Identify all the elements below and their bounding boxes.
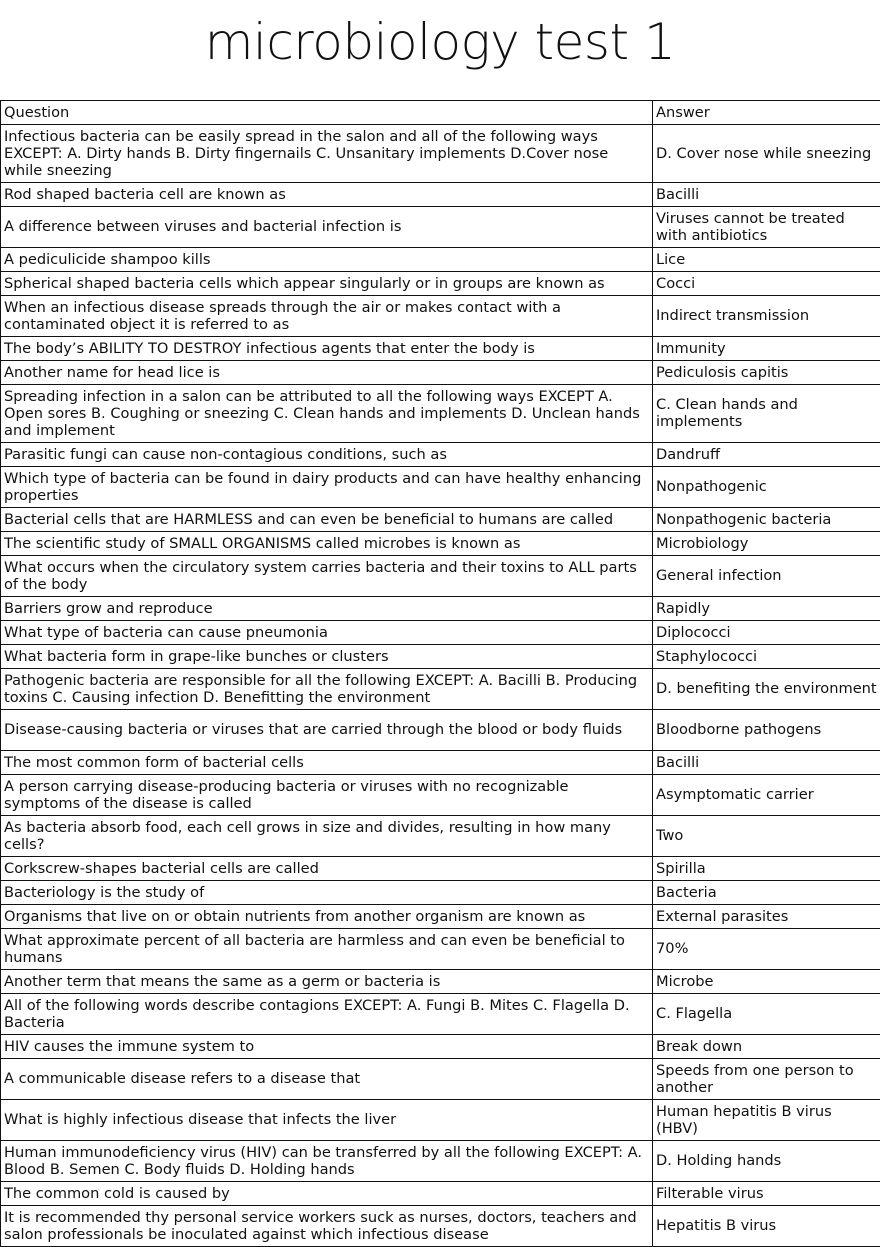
question-cell: Organisms that live on or obtain nutrients from another organism are known as	[1, 905, 653, 929]
answer-cell: Human hepatitis B virus (HBV)	[653, 1100, 880, 1141]
table-row	[1, 296, 880, 337]
answer-cell: Cocci	[653, 272, 880, 296]
question-cell: Disease-causing bacteria or viruses that are carried through the blood or body fluids	[1, 710, 653, 751]
question-cell: What occurs when the circulatory system carries bacteria and their toxins to ALL parts of the body	[1, 556, 653, 597]
table-row	[1, 970, 880, 994]
question-cell: Human immunodeficiency virus (HIV) can be transferred by all the following EXCEPT: A. Blood B. Semen C. Body fluids D. Holding hands	[1, 1141, 653, 1182]
table-row	[1, 1182, 880, 1206]
table-row	[1, 508, 880, 532]
question-cell: Rod shaped bacteria cell are known as	[1, 183, 653, 207]
question-cell: Pathogenic bacteria are responsible for all the following EXCEPT: A. Bacilli B. Producing toxins C. Causing infection D. Benefitting the environment	[1, 669, 653, 710]
question-cell: Barriers grow and reproduce	[1, 597, 653, 621]
table-row	[1, 751, 880, 775]
answer-cell: Hepatitis B virus	[653, 1206, 880, 1247]
table-row	[1, 361, 880, 385]
question-cell: All of the following words describe contagions EXCEPT: A. Fungi B. Mites C. Flagella D. Bacteria	[1, 994, 653, 1035]
header-question: Question	[1, 101, 653, 125]
question-cell: It is recommended thy personal service workers suck as nurses, doctors, teachers and salon professionals be inoculated against which infectious disease	[1, 1206, 653, 1247]
table-row	[1, 1059, 880, 1100]
question-cell: What type of bacteria can cause pneumonia	[1, 621, 653, 645]
question-cell: The common cold is caused by	[1, 1182, 653, 1206]
answer-cell: Staphylococci	[653, 645, 880, 669]
answer-cell: Bacilli	[653, 183, 880, 207]
table-row	[1, 272, 880, 296]
table-row	[1, 337, 880, 361]
qa-table	[0, 100, 880, 1247]
question-cell: Another term that means the same as a germ or bacteria is	[1, 970, 653, 994]
question-cell: Infectious bacteria can be easily spread in the salon and all of the following ways EXCEPT: A. Dirty hands B. Dirty fingernails C. Unsanitary implements D.Cover nose while sneezing	[1, 125, 653, 183]
answer-cell: Rapidly	[653, 597, 880, 621]
table-row	[1, 929, 880, 970]
answer-cell: D. benefiting the environment	[653, 669, 880, 710]
table-row	[1, 1141, 880, 1182]
answer-cell: Asymptomatic carrier	[653, 775, 880, 816]
answer-cell: Bacilli	[653, 751, 880, 775]
question-cell: What bacteria form in grape-like bunches or clusters	[1, 645, 653, 669]
question-cell: A pediculicide shampoo kills	[1, 248, 653, 272]
answer-cell: D. Holding hands	[653, 1141, 880, 1182]
table-row	[1, 621, 880, 645]
answer-cell: Diplococci	[653, 621, 880, 645]
table-row	[1, 669, 880, 710]
question-cell: A person carrying disease-producing bacteria or viruses with no recognizable symptoms of the disease is called	[1, 775, 653, 816]
question-cell: The most common form of bacterial cells	[1, 751, 653, 775]
table-row	[1, 905, 880, 929]
question-cell: HIV causes the immune system to	[1, 1035, 653, 1059]
answer-cell: Two	[653, 816, 880, 857]
answer-cell: Indirect transmission	[653, 296, 880, 337]
answer-cell: General infection	[653, 556, 880, 597]
header-answer: Answer	[653, 101, 880, 125]
answer-cell: Speeds from one person to another	[653, 1059, 880, 1100]
table-row	[1, 1035, 880, 1059]
table-row	[1, 443, 880, 467]
question-cell: The scientific study of SMALL ORGANISMS called microbes is known as	[1, 532, 653, 556]
answer-cell: Nonpathogenic bacteria	[653, 508, 880, 532]
answer-cell: Dandruff	[653, 443, 880, 467]
question-cell: The body’s ABILITY TO DESTROY infectious agents that enter the body is	[1, 337, 653, 361]
question-cell: Bacterial cells that are HARMLESS and can even be beneficial to humans are called	[1, 508, 653, 532]
question-cell: When an infectious disease spreads through the air or makes contact with a contaminated object it is referred to as	[1, 296, 653, 337]
question-cell: Corkscrew-shapes bacterial cells are called	[1, 857, 653, 881]
answer-cell: C. Flagella	[653, 994, 880, 1035]
question-cell: Spreading infection in a salon can be attributed to all the following ways EXCEPT A. Open sores B. Coughing or sneezing C. Clean hands and implements D. Unclean hands and implement	[1, 385, 653, 443]
answer-cell: External parasites	[653, 905, 880, 929]
answer-cell: Microbiology	[653, 532, 880, 556]
table-row	[1, 183, 880, 207]
table-row	[1, 125, 880, 183]
page-title: microbiology test 1	[0, 10, 880, 74]
question-cell: Another name for head lice is	[1, 361, 653, 385]
question-cell: What approximate percent of all bacteria are harmless and can even be beneficial to humans	[1, 929, 653, 970]
answer-cell: 70%	[653, 929, 880, 970]
table-row	[1, 248, 880, 272]
answer-cell: Bacteria	[653, 881, 880, 905]
table-header-row	[1, 101, 880, 125]
table-row	[1, 207, 880, 248]
answer-cell: Spirilla	[653, 857, 880, 881]
table-row	[1, 385, 880, 443]
answer-cell: Bloodborne pathogens	[653, 710, 880, 751]
table-row	[1, 467, 880, 508]
table-row	[1, 994, 880, 1035]
answer-cell: Viruses cannot be treated with antibiotics	[653, 207, 880, 248]
answer-cell: Pediculosis capitis	[653, 361, 880, 385]
answer-cell: Break down	[653, 1035, 880, 1059]
question-cell: A difference between viruses and bacterial infection is	[1, 207, 653, 248]
question-cell: What is highly infectious disease that infects the liver	[1, 1100, 653, 1141]
table-row	[1, 710, 880, 751]
table-row	[1, 775, 880, 816]
question-cell: A communicable disease refers to a disease that	[1, 1059, 653, 1100]
table-row	[1, 1100, 880, 1141]
answer-cell: Nonpathogenic	[653, 467, 880, 508]
table-row	[1, 645, 880, 669]
table-row	[1, 816, 880, 857]
table-row	[1, 597, 880, 621]
answer-cell: Lice	[653, 248, 880, 272]
answer-cell: Filterable virus	[653, 1182, 880, 1206]
table-row	[1, 881, 880, 905]
table-row	[1, 857, 880, 881]
question-cell: Which type of bacteria can be found in dairy products and can have healthy enhancing properties	[1, 467, 653, 508]
answer-cell: Immunity	[653, 337, 880, 361]
answer-cell: D. Cover nose while sneezing	[653, 125, 880, 183]
answer-cell: C. Clean hands and implements	[653, 385, 880, 443]
question-cell: Parasitic fungi can cause non-contagious conditions, such as	[1, 443, 653, 467]
table-row	[1, 532, 880, 556]
question-cell: As bacteria absorb food, each cell grows in size and divides, resulting in how many cells?	[1, 816, 653, 857]
table-row	[1, 556, 880, 597]
question-cell: Bacteriology is the study of	[1, 881, 653, 905]
answer-cell: Microbe	[653, 970, 880, 994]
question-cell: Spherical shaped bacteria cells which appear singularly or in groups are known as	[1, 272, 653, 296]
table-row	[1, 1206, 880, 1247]
